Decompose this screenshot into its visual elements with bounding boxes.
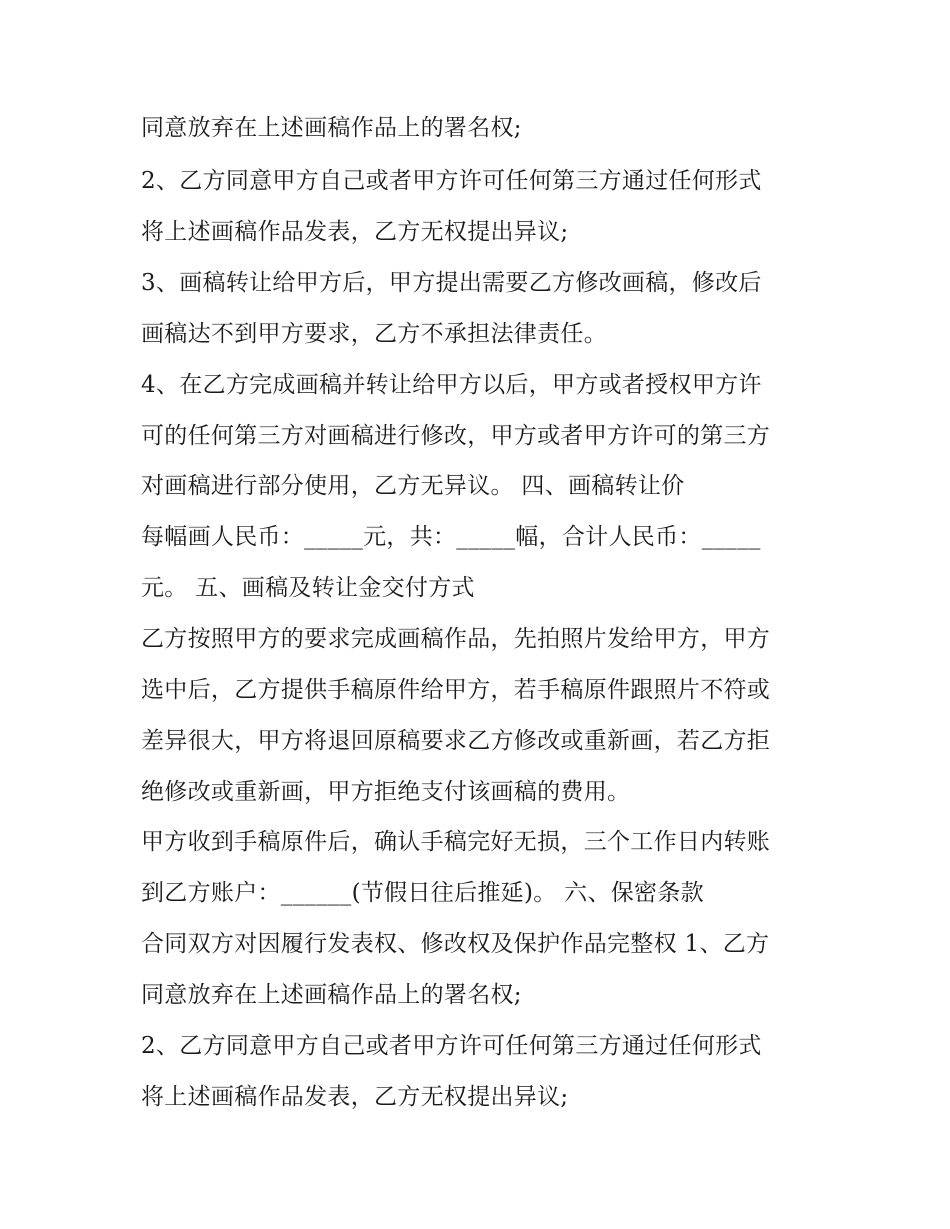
text-line: 2、乙方同意甲方自己或者甲方许可任何第三方通过任何形式 — [141, 168, 762, 194]
text-line: 将上述画稿作品发表，乙方无权提出异议; — [141, 219, 569, 245]
text-line: 差异很大，甲方将退回原稿要求乙方修改或重新画，若乙方拒 — [141, 728, 771, 754]
text-line: 2、乙方同意甲方自己或者甲方许可任何第三方通过任何形式 — [141, 1033, 762, 1059]
text-line: 将上述画稿作品发表，乙方无权提出异议; — [141, 1084, 569, 1110]
text-line: 对画稿进行部分使用，乙方无异议。 四、画稿转让价 — [141, 473, 685, 499]
text-line: 甲方收到手稿原件后，确认手稿完好无损，三个工作日内转账 — [141, 829, 771, 855]
text-line: 合同双方对因履行发表权、修改权及保护作品完整权 1、乙方 — [141, 931, 770, 957]
text-line: 4、在乙方完成画稿并转让给甲方以后，甲方或者授权甲方许 — [141, 372, 762, 398]
text-line: 每幅画人民币：_____元，共：_____幅，合计人民币：_____ — [141, 524, 761, 550]
text-line: 元。 五、画稿及转让金交付方式 — [141, 575, 475, 601]
text-line: 画稿达不到甲方要求，乙方不承担法律责任。 — [141, 321, 607, 347]
text-line: 绝修改或重新画，甲方拒绝支付该画稿的费用。 — [141, 779, 631, 805]
text-line: 选中后，乙方提供手稿原件给甲方，若手稿原件跟照片不符或 — [141, 677, 771, 703]
text-line: 乙方按照甲方的要求完成画稿作品，先拍照片发给甲方，甲方 — [141, 626, 771, 652]
text-line: 可的任何第三方对画稿进行修改，甲方或者甲方许可的第三方 — [141, 423, 771, 449]
text-line: 同意放弃在上述画稿作品上的署名权; — [141, 982, 522, 1008]
text-line: 3、画稿转让给甲方后，甲方提出需要乙方修改画稿，修改后 — [141, 270, 762, 296]
text-line: 同意放弃在上述画稿作品上的署名权; — [141, 115, 522, 141]
text-line: 到乙方账户：______(节假日往后推延)。 六、保密条款 — [141, 880, 704, 906]
